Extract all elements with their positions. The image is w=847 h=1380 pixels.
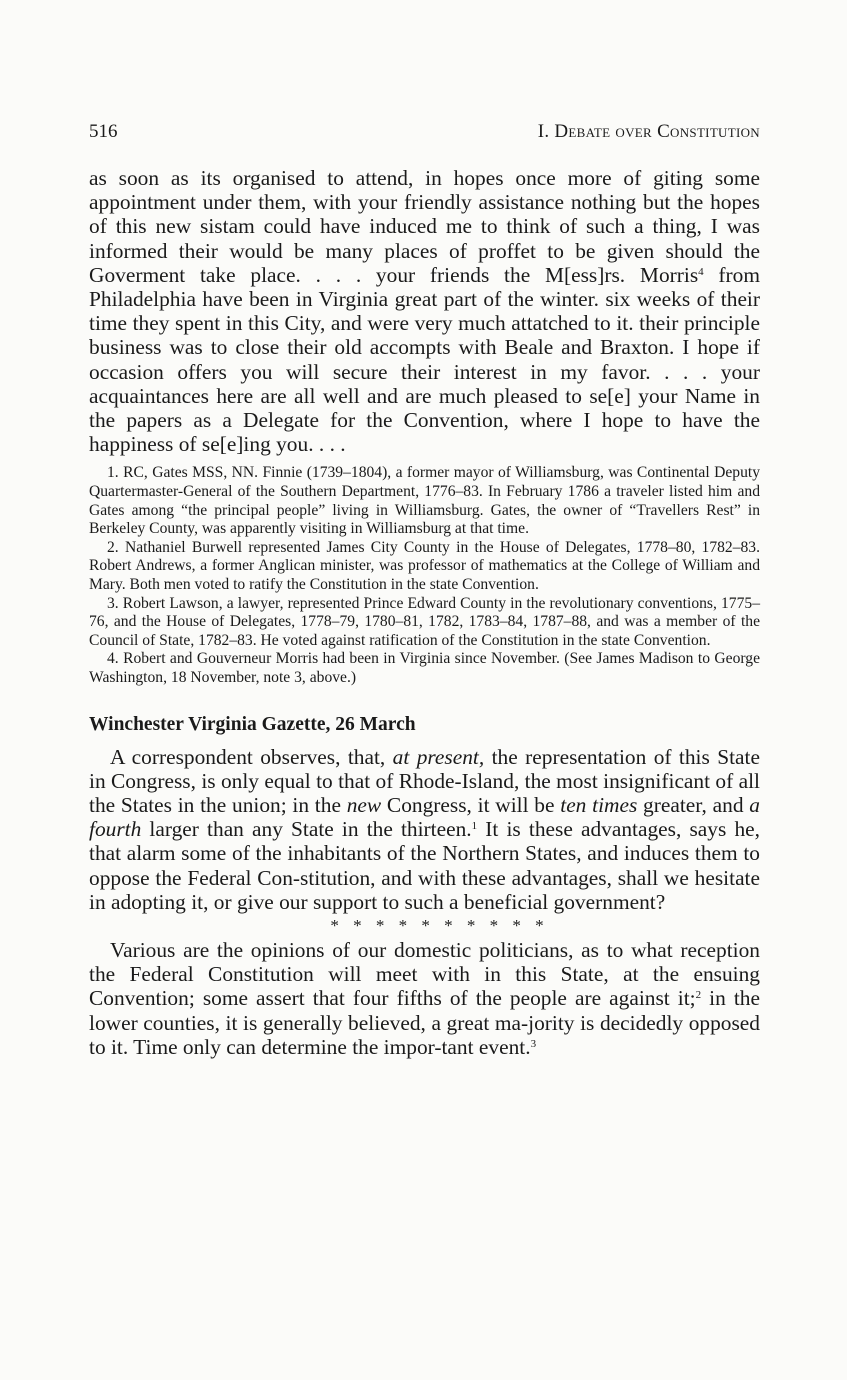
running-head-title: I. Debate over Constitution	[537, 121, 760, 142]
section-break-asterisks: * * * * * * * * * *	[330, 915, 549, 935]
footnote-4: 4. Robert and Gouverneur Morris had been in Virginia since November. (See James Madison to George Washington, 18 November, note 3, above.)	[89, 650, 760, 686]
text-run: It is these advantages, says he, that alarm some of the inhabitants of the Northern States, and induces them to oppose the Federal Con-stitution, and with these advantages, shall we hesitate in adopting it, or give our support to such a beneficial government?	[89, 817, 760, 914]
page-number: 516	[89, 121, 118, 142]
text-run: the representation of this State in Congress, is only equal to that of Rhode-Island, the most insignificant of all the States in the union; in the	[89, 744, 760, 817]
italic-run: new	[346, 792, 382, 817]
gazette-paragraph-2	[89, 938, 760, 1059]
footnote-3: 3. Robert Lawson, a lawyer, represented Prince Edward County in the revolutionary conventions, 1775–76, and the House of Delegates, 1778–79, 1780–81, 1782, 1783–84, 1787–88, and was a member of the Council of State, 1782–83. He voted against ratification of the Constitution in the state Convention.	[89, 594, 760, 649]
page-body	[89, 166, 760, 1059]
italic-run: ten times	[560, 792, 638, 817]
footnote-1: 1. RC, Gates MSS, NN. Finnie (1739–1804), a former mayor of Williamsburg, was Continental Deputy Quartermaster-General of the Southern Department, 1776–83. In February 1786 a traveler listed him and Gates among “the principal people” living in Williamsburg. Gates, the owner of “Travellers Rest” in Berkeley County, was apparently visiting in Williamsburg at that time.	[89, 464, 760, 538]
text-run: Various are the opinions of our domestic politicians, as to what reception the Federal Constitution will meet with in this State, at the ensuing Convention; some assert that four fifths of the people are against it;	[89, 937, 760, 1011]
footnote-ref-3: 3	[530, 1037, 537, 1050]
footnote-ref-2: 2	[695, 989, 702, 1002]
italic-run: a fourth	[89, 792, 760, 842]
text-run: Congress, it will be	[381, 792, 561, 817]
text-run: in the lower counties, it is generally believed, a great ma-jority is decidedly opposed to it. Time only can determine the impor-tant event.	[89, 986, 760, 1059]
running-head	[89, 119, 760, 145]
letter-text-1: as soon as its organised to attend, in hopes once more of giting some appointment under them, with your friendly assistance nothing but the hopes of this new sistam could have induced me to think of such a thing, I was informed their would be many places of proffet to be given should the Goverment take place. . . . your friends the M[ess]rs. Morris	[89, 166, 760, 287]
text-run: A correspondent observes, that,	[110, 744, 393, 769]
letter-continuation	[89, 166, 760, 456]
text-run: greater, and	[637, 792, 750, 817]
italic-run: at present,	[392, 744, 485, 769]
text-run: larger than any State in the thirteen.	[141, 817, 472, 842]
footnotes	[89, 464, 760, 687]
footnote-2: 2. Nathaniel Burwell represented James City County in the House of Delegates, 1778–80, 1782–83. Robert Andrews, a former Anglican minister, was professor of mathematics at the College of William and Mary. Both men voted to ratify the Constitution in the state Convention.	[89, 538, 760, 593]
letter-text-2: from Philadelphia have been in Virginia great part of the winter. six weeks of their time they spent in this City, and were very much attatched to it. their principle business was to close their old accompts with Beale and Braxton. I hope if occasion offers you will secure their interest in my favor. . . . your acquaintances here are all well and are much pleased to se[e] your Name in the papers as a Delegate for the Convention, where I hope to have the happiness of se[e]ing you. . . .	[89, 262, 760, 457]
section-title: Winchester Virginia Gazette, 26 March	[89, 713, 416, 735]
footnote-ref-4: 4	[698, 265, 704, 278]
footnote-ref-1: 1	[471, 820, 478, 833]
gazette-paragraph-1	[89, 745, 760, 914]
